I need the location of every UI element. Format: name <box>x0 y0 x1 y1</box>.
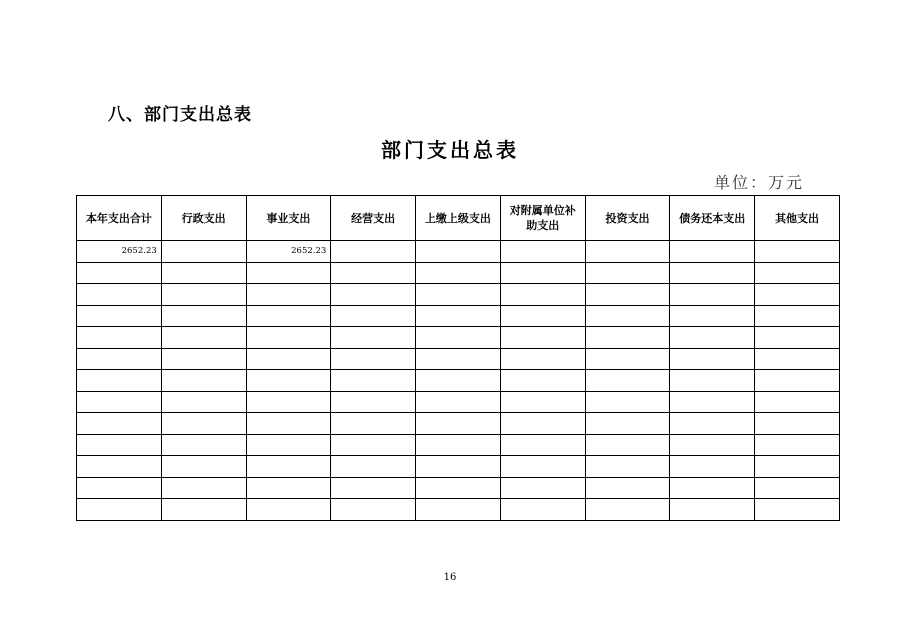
table-header <box>77 196 840 241</box>
table-cell <box>585 370 670 392</box>
table-cell <box>161 348 246 370</box>
table-cell <box>331 413 416 435</box>
table-cell <box>161 327 246 349</box>
table-cell <box>416 391 501 413</box>
table-cell <box>670 305 755 327</box>
table-cell <box>585 262 670 284</box>
table-cell <box>416 305 501 327</box>
table-cell <box>416 262 501 284</box>
table-cell <box>670 434 755 456</box>
table-cell <box>670 241 755 263</box>
table-cell <box>77 327 162 349</box>
table-cell <box>500 262 585 284</box>
page-number: 16 <box>443 572 457 583</box>
table-cell <box>500 477 585 499</box>
table-cell <box>331 477 416 499</box>
table-cell <box>161 241 246 263</box>
table-cell <box>500 305 585 327</box>
table-cell <box>670 477 755 499</box>
table-cell <box>585 456 670 478</box>
table-cell <box>246 327 331 349</box>
table-cell <box>161 477 246 499</box>
table-cell <box>161 284 246 306</box>
table-cell <box>331 305 416 327</box>
table-cell <box>500 434 585 456</box>
table-cell <box>585 305 670 327</box>
table-cell <box>246 370 331 392</box>
table-row <box>77 305 840 327</box>
table-cell <box>755 241 840 263</box>
table-cell <box>585 413 670 435</box>
table-cell <box>77 262 162 284</box>
table-cell <box>246 305 331 327</box>
table-row <box>77 434 840 456</box>
table-cell <box>416 477 501 499</box>
table-cell <box>755 327 840 349</box>
table-cell <box>331 391 416 413</box>
table-cell <box>755 391 840 413</box>
table-cell <box>755 456 840 478</box>
column-header: 债务还本支出 <box>670 196 755 241</box>
table-cell <box>246 477 331 499</box>
table-cell <box>331 327 416 349</box>
table-cell <box>416 456 501 478</box>
table-cell: 2652.23 <box>246 241 331 263</box>
table-cell <box>670 327 755 349</box>
table-cell <box>416 327 501 349</box>
table-cell <box>670 370 755 392</box>
table-cell <box>585 477 670 499</box>
table-cell <box>416 434 501 456</box>
table-cell <box>500 348 585 370</box>
table-cell <box>416 370 501 392</box>
table-cell <box>500 284 585 306</box>
table-cell <box>670 348 755 370</box>
table-cell <box>161 499 246 521</box>
table-cell <box>161 391 246 413</box>
column-header: 上缴上级支出 <box>416 196 501 241</box>
table-row <box>77 241 840 263</box>
table-cell <box>670 262 755 284</box>
table-cell <box>331 456 416 478</box>
table-cell <box>755 262 840 284</box>
table-cell <box>585 284 670 306</box>
table-row <box>77 327 840 349</box>
column-header: 经营支出 <box>331 196 416 241</box>
table-cell <box>416 499 501 521</box>
table-cell <box>755 370 840 392</box>
table-cell <box>246 391 331 413</box>
table-title: 部门支出总表 <box>381 138 519 162</box>
table-cell <box>585 499 670 521</box>
table-row <box>77 499 840 521</box>
table-cell <box>585 391 670 413</box>
table-cell <box>500 370 585 392</box>
table-cell <box>77 305 162 327</box>
table-cell <box>161 413 246 435</box>
table-cell <box>500 327 585 349</box>
table-row <box>77 348 840 370</box>
table-cell <box>161 305 246 327</box>
table-cell: 2652.23 <box>77 241 162 263</box>
table-cell <box>161 370 246 392</box>
table-cell <box>416 348 501 370</box>
table-cell <box>161 434 246 456</box>
table-cell <box>416 284 501 306</box>
column-header: 事业支出 <box>246 196 331 241</box>
table-cell <box>416 241 501 263</box>
table-cell <box>77 477 162 499</box>
table-cell <box>161 456 246 478</box>
table-cell <box>77 348 162 370</box>
section-heading: 八、部门支出总表 <box>108 105 252 125</box>
table-cell <box>500 413 585 435</box>
table-cell <box>246 284 331 306</box>
table-cell <box>77 413 162 435</box>
table-row <box>77 391 840 413</box>
column-header: 行政支出 <box>161 196 246 241</box>
table-cell <box>331 434 416 456</box>
table-cell <box>670 413 755 435</box>
table-cell <box>246 262 331 284</box>
table-cell <box>331 284 416 306</box>
table-cell <box>331 348 416 370</box>
table-cell <box>670 284 755 306</box>
table-cell <box>77 499 162 521</box>
table-cell <box>500 391 585 413</box>
table-row <box>77 477 840 499</box>
table-cell <box>670 456 755 478</box>
table-cell <box>755 499 840 521</box>
table-cell <box>755 434 840 456</box>
table-cell <box>246 348 331 370</box>
table-cell <box>77 434 162 456</box>
table-cell <box>246 456 331 478</box>
column-header: 对附属单位补助支出 <box>500 196 585 241</box>
table-cell <box>77 284 162 306</box>
table-row <box>77 456 840 478</box>
table-row <box>77 284 840 306</box>
column-header: 本年支出合计 <box>77 196 162 241</box>
table-cell <box>755 305 840 327</box>
table-cell <box>246 413 331 435</box>
column-header: 其他支出 <box>755 196 840 241</box>
table-cell <box>500 241 585 263</box>
table-row <box>77 413 840 435</box>
table-body <box>77 241 840 521</box>
table-cell <box>670 391 755 413</box>
table-cell <box>755 284 840 306</box>
column-header: 投资支出 <box>585 196 670 241</box>
table-cell <box>331 241 416 263</box>
table-cell <box>331 262 416 284</box>
table-cell <box>77 456 162 478</box>
table-cell <box>246 499 331 521</box>
table-cell <box>670 499 755 521</box>
table-cell <box>755 413 840 435</box>
table-row <box>77 262 840 284</box>
table-cell <box>500 499 585 521</box>
table-cell <box>585 348 670 370</box>
table-cell <box>416 413 501 435</box>
table-row <box>77 370 840 392</box>
table-cell <box>331 499 416 521</box>
table-cell <box>585 327 670 349</box>
table-cell <box>77 391 162 413</box>
table-cell <box>331 370 416 392</box>
table-cell <box>246 434 331 456</box>
table-cell <box>585 241 670 263</box>
table-cell <box>161 262 246 284</box>
table-cell <box>500 456 585 478</box>
table-cell <box>585 434 670 456</box>
header-row <box>77 196 840 241</box>
unit-label: 单位：万元 <box>713 173 804 192</box>
table-cell <box>755 348 840 370</box>
table-cell <box>77 370 162 392</box>
expenditure-table <box>76 195 840 521</box>
table-cell <box>755 477 840 499</box>
